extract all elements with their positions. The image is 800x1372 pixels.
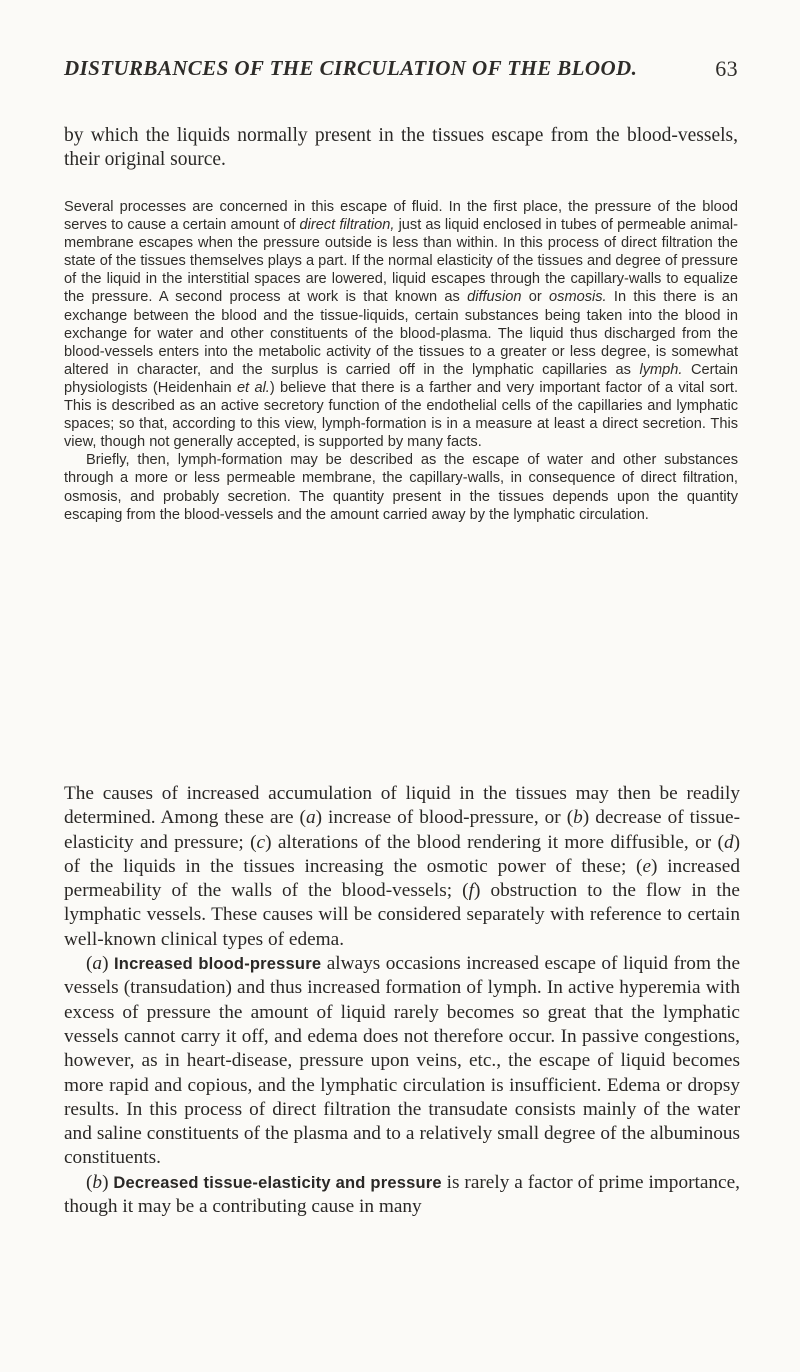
small-print-paragraph-1: Several processes are concerned in this escape of fluid. In the first place, the pressure of the blood serves to cause a certain amount of direct filtration, just as liquid enclosed in tubes of permeable animal-membrane escapes when the pressure outside is less than within. In this process of direct filtration the state of the tissues themselves plays a part. If the normal elasticity of the tissues and degree of pressure of the liquid in the interstitial spaces are lowered, liquid escapes through the capillary-walls to equalize the pressure. A second process at work is that known as diffusion or osmosis. In this there is an exchange between the blood and the tissue-liquids, certain substances being taken into the blood in exchange for water and other constituents of the blood-plasma. The liquid thus discharged from the blood-vessels enters into the metabolic activity of the tissues to a greater or less degree, is somewhat altered in character, and the surplus is carried off in the lymphatic capillaries as lymph. Certain physiologists (Heidenhain et al.) believe that there is a farther and very important factor of a vital sort. This is described as an active secretory function of the endothelial cells of the capillaries and lymphatic spaces; so that, according to this view, lymph-formation is in a measure at least a direct secretion. This view, though not generally accepted, is supported by many facts. — [64, 199, 739, 451]
main-text-section — [64, 782, 740, 1219]
section-heading-blood-pressure: Increased blood-pressure — [114, 955, 322, 974]
section-heading-tissue-elasticity: Decreased tissue-elasticity and pressure — [113, 1173, 442, 1192]
blood-pressure-paragraph: (a) Increased blood-pressure always occasions increased escape of liquid from the vessels (transudation) and thus increased formation of lymph. In active hyperemia with excess of pressure the amount of liquid rarely becomes so great that the lymphatic vessels cannot carry it off, and edema does not therefore occur. In passive congestions, however, as in heart-disease, pressure upon veins, etc., the escape of liquid becomes more rapid and copious, and the lymphatic circulation is insufficient. Edema or dropsy results. In this process of direct filtration the transudate consists mainly of the water and saline constituents of the plasma and to a relatively small degree of the albuminous constituents. — [64, 953, 741, 1169]
small-print-paragraph-2: Briefly, then, lymph-formation may be described as the escape of water and other substances through a more or less permeable membrane, the capillary-walls, in consequence of direct filtration, osmosis, and probably secretion. The quantity present in the tissues depends upon the quantity escaping from the blood-vessels and the amount carried away by the lymphatic circulation. — [64, 452, 738, 523]
page-number: 63 — [715, 56, 738, 81]
tissue-elasticity-paragraph: (b) Decreased tissue-elasticity and pressure is rarely a factor of prime importance, though it may be a contributing cause in many — [64, 1171, 740, 1218]
term-et-al: et al. — [236, 379, 270, 396]
term-direct-filtration: direct filtration, — [299, 217, 395, 234]
running-head — [64, 56, 738, 96]
term-diffusion: diffusion — [467, 289, 522, 306]
term-lymph: lymph. — [639, 361, 683, 378]
small-print-section — [64, 198, 738, 524]
running-title: DISTURBANCES OF THE CIRCULATION OF THE BLOOD. — [64, 56, 638, 80]
continued-paragraph: by which the liquids normally present in the tissues escape from the blood-vessels, their original source. — [64, 125, 738, 170]
causes-paragraph: The causes of increased accumulation of liquid in the tissues may then be readily determined. Among these are (a) increase of blood-pressure, or (b) decrease of tissue-elasticity and pressure; (c) alterations of the blood rendering it more diffusible, or (d) of the liquids in the tissues increasing the osmotic power of these; (e) increased permeability of the walls of the blood-vessels; (f) obstruction to the flow in the lymphatic vessels. These causes will be considered separately with reference to certain well-known clinical types of edema. — [64, 783, 740, 950]
term-osmosis: osmosis. — [549, 289, 607, 306]
